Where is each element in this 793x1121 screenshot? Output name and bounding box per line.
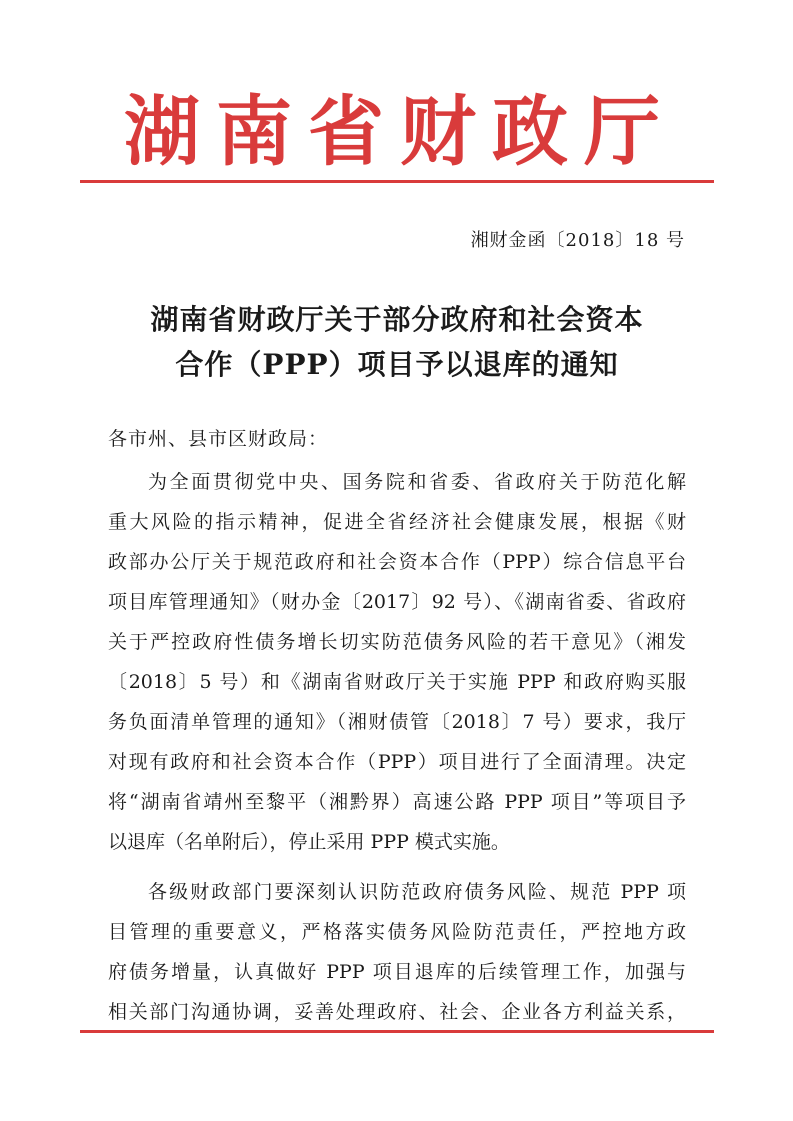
salutation: 各市州、县市区财政局： xyxy=(108,428,329,450)
body-line: 各级财政部门要深刻认识防范政府债务风险、规范 PPP 项 xyxy=(148,881,686,903)
body-line: 〔2018〕5 号）和《湖南省财政厅关于实施 PPP 和政府购买服 xyxy=(108,671,686,693)
header-red-rule xyxy=(80,180,714,183)
body-line: 以退库（名单附后），停止采用 PPP 模式实施。 xyxy=(108,831,510,853)
document-title-line-2: 合作（PPP）项目予以退库的通知 xyxy=(175,348,619,381)
body-line: 政部办公厅关于规范政府和社会资本合作（PPP）综合信息平台 xyxy=(108,551,686,573)
body-line: 务负面清单管理的通知》（湘财债管〔2018〕7 号）要求，我厅 xyxy=(108,711,686,733)
footer-red-rule xyxy=(80,1030,714,1033)
body-line: 为全面贯彻党中央、国务院和省委、省政府关于防范化解 xyxy=(148,471,686,493)
body-line: 对现有政府和社会资本合作（PPP）项目进行了全面清理。决定 xyxy=(108,751,686,773)
issuing-org-header: 湖南省财政厅 xyxy=(124,87,676,176)
body-line: 将“湖南省靖州至黎平（湘黔界）高速公路 PPP 项目”等项目予 xyxy=(108,791,686,813)
body-line: 关于严控政府性债务增长切实防范债务风险的若干意见》（湘发 xyxy=(108,631,686,653)
body-line: 相关部门沟通协调，妥善处理政府、社会、企业各方利益关系， xyxy=(108,1001,686,1023)
body-line: 目管理的重要意义，严格落实债务风险防范责任，严控地方政 xyxy=(108,921,686,943)
body-line: 府债务增量，认真做好 PPP 项目退库的后续管理工作，加强与 xyxy=(108,961,686,983)
body-line: 项目库管理通知》（财办金〔2017〕92 号）、《湖南省委、省政府 xyxy=(108,591,686,613)
document-number: 湘财金函〔2018〕18 号 xyxy=(470,230,685,251)
document-title-line-1: 湖南省财政厅关于部分政府和社会资本 xyxy=(150,303,644,336)
body-line: 重大风险的指示精神，促进全省经济社会健康发展，根据《财 xyxy=(108,511,686,533)
